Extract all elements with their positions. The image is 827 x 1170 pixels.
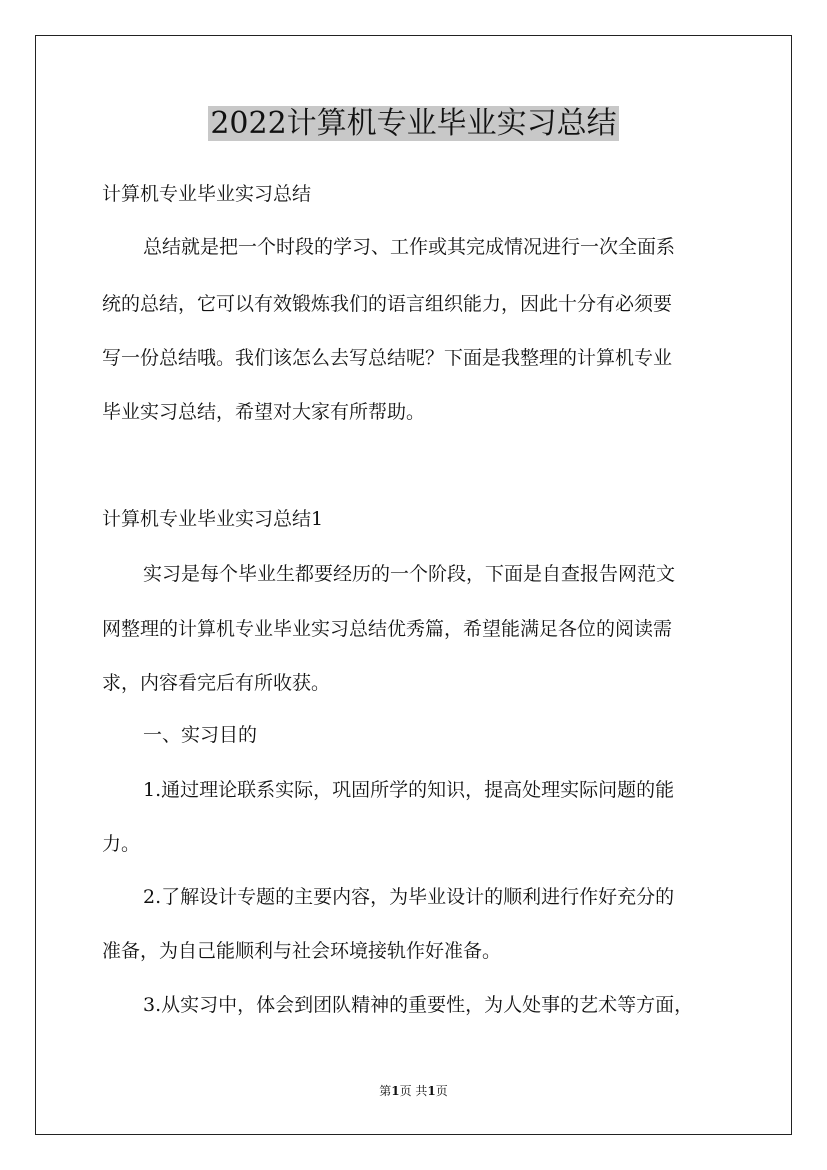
document-title	[0, 104, 827, 144]
paragraph-line: 力。	[102, 833, 141, 855]
paragraph-line: 2.了解设计专题的主要内容，为毕业设计的顺利进行作好充分的	[143, 886, 675, 908]
subsection-heading: 一、实习目的	[143, 724, 258, 746]
paragraph-line: 3.从实习中，体会到团队精神的重要性，为人处事的艺术等方面，	[143, 994, 694, 1016]
paragraph-line: 毕业实习总结，希望对大家有所帮助。	[102, 401, 426, 423]
paragraph-line: 准备，为自己能顺利与社会环境接轨作好准备。	[102, 940, 502, 962]
paragraph-line: 总结就是把一个时段的学习、工作或其完成情况进行一次全面系	[143, 236, 676, 258]
paragraph-line: 1.通过理论联系实际，巩固所学的知识，提高处理实际问题的能	[143, 779, 675, 801]
paragraph-line: 统的总结，它可以有效锻炼我们的语言组织能力，因此十分有必须要	[102, 293, 673, 315]
paragraph-line: 求，内容看完后有所收获。	[102, 672, 331, 694]
page-footer	[0, 1083, 827, 1099]
subtitle-line: 计算机专业毕业实习总结	[102, 183, 312, 205]
paragraph-line: 实习是每个毕业生都要经历的一个阶段，下面是自查报告网范文	[143, 563, 676, 585]
section-heading: 计算机专业毕业实习总结1	[102, 508, 324, 530]
footer-page-number: 1	[391, 1084, 400, 1098]
footer-total-suffix: 页	[435, 1084, 448, 1098]
footer-prefix: 第	[379, 1084, 392, 1098]
footer-total-pages: 1	[427, 1084, 436, 1098]
footer-page-suffix: 页 共	[399, 1084, 428, 1098]
paragraph-line: 写一份总结哦。我们该怎么去写总结呢？下面是我整理的计算机专业	[102, 347, 673, 369]
document-title-text: 2022计算机专业毕业实习总结	[210, 106, 617, 141]
paragraph-line: 网整理的计算机专业毕业实习总结优秀篇，希望能满足各位的阅读需	[102, 618, 673, 640]
